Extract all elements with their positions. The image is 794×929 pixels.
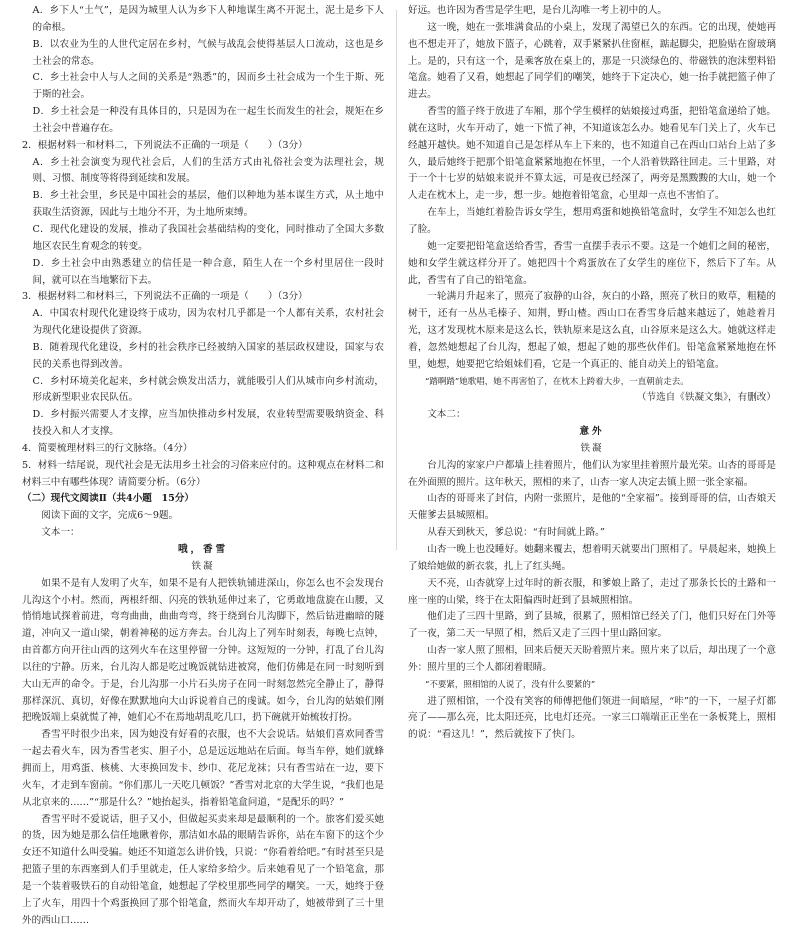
q3-option-b: B．随着现代化建设，乡村的社会秩序已经被纳入国家的基层政权建设，国家与农民的关系也得到改善。 <box>22 340 384 374</box>
paragraph: 这一晚，她在一张堆满食品的小桌上，发现了渴望已久的东西。它的出现，使她再也不想走开了，她放下篮子，心跳着，双手紧紧扒住窗框，踮起脚尖，把脸贴在窗玻璃上。是的，只有这一个，是乘客放在桌上的，那是一只淡绿色的、带磁铁的泡沫塑料铅笔盒。她看了又看，她想起了同学们的嘲笑，她终于下定决心，她一抬手就把篮子伸了进去。 <box>408 20 776 104</box>
paragraph: 一轮满月升起来了，照亮了寂静的山谷，灰白的小路，照亮了秋日的败草，粗糙的树干，还有一丛丛毛榛子、知荆，野山楂。西山口在香雪身后越来越远了，她趁着月光，这才发现枕木原来是这么长，铁轨原来是这么直，山谷原来是这么大。她就这样走着，忽然她想起了台儿沟，想起了娘，想起了她的那些伙伴们。铅笔盒紧紧地抱在怀里，她想，她要把它给姐妹们看，它是一个真正的、能自动关上的铅笔盒。 <box>408 289 776 373</box>
option-line: A．乡下人“土气”，是因为城里人认为乡下人种地谋生离不开泥土，泥土是乡下人的命根。 <box>22 3 384 37</box>
text1-author: 铁凝 <box>22 559 384 576</box>
column-divider <box>396 10 397 550</box>
paragraph: 天不亮，山杏就穿上过年时的新衣服，和爹娘上路了，走过了那条长长的土路和一座一座的山梁，终于在太阳偏西时赶到了县城照相馆。 <box>408 576 776 610</box>
question-5: 5．材料一结尾说，现代社会是无法用乡土社会的习俗来应付的。这种观点在材料二和材料三中有哪些体现？请简要分析。（6分） <box>22 458 384 492</box>
q2-option-c: C．现代化建设的发展，推动了我国社会基础结构的变化，同时推动了全国大多数地区农民生育观念的转变。 <box>22 222 384 256</box>
q3-option-c: C．乡村环境美化起来，乡村就会焕发出活力，就能吸引人们从城市向乡村流动，形成新型职业农民队伍。 <box>22 374 384 408</box>
text2-label: 文本二： <box>408 407 776 424</box>
paragraph: 进了照相馆，一个没有笑容的师傅把他们领进一间暗屋，“咔”的一下，一屋子灯都亮了——那么亮，比太阳还亮，比电灯还亮。一家三口端端正正坐在一条板凳上，照相的说：“看这儿！”，然后就按下了快门。 <box>408 694 776 745</box>
question-2-stem: 2．根据材料一和材料二，下列说法不正确的一项是（ ）（3分） <box>22 138 384 155</box>
quote-line: “不要紧，照相馆的人说了，没有什么要紧的” <box>408 677 776 694</box>
q2-option-a: A．乡土社会演变为现代社会后，人们的生活方式由礼俗社会变为法理社会，规则、习惯、制度等将得到延续和发展。 <box>22 155 384 189</box>
paragraph: 如果不是有人发明了火车，如果不是有人把铁轨铺进深山，你怎么也不会发现台儿沟这个小村。然而，两根纤细、闪亮的铁轨延伸过来了，它勇敢地盘旋在山腰，又悄悄地试探着前进，弯弯曲曲，曲曲弯弯，终于绕到台儿沟脚下，然后钻进幽暗的隧道，冲向又一道山梁，朝着神秘的远方奔去。台儿沟上了列车时刻表，每晚七点钟，由首都方向开往山西的这列火车在这里停留一分钟。这短短的一分钟，打乱了台儿沟以往的宁静。历来，台儿沟人都是吃过晚饭就钻进被窝，他们仿佛是在同一时刻听到大山无声的命令。于是，台儿沟那一小片石头房子在同一时刻忽然完全静止了，静得那样深沉、真切，好像在默默地向大山诉说着自己的虔诚。如今，台儿沟的姑娘们刚把晚饭端上桌就慌了神，她们心不在焉地胡乱吃几口，扔下碗就开始梳妆打扮。 <box>22 576 384 728</box>
paragraph: 山杏一晚上也没睡好。她翻来覆去，想着明天就要出门照相了。早晨起来，她换上了娘给她做的新衣裳，扎上了红头绳。 <box>408 542 776 576</box>
paragraph: 在车上，当她红着脸告诉女学生，想用鸡蛋和她换铅笔盒时，女学生不知怎么也红了脸。 <box>408 205 776 239</box>
text1-title: 哦，香雪 <box>22 542 384 559</box>
question-4: 4．简要梳理材料三的行文脉络。（4分） <box>22 441 384 458</box>
option-line: C．乡土社会中人与人之间的关系是“熟悉”的，因而乡土社会成为一个生于斯、死于斯的社会。 <box>22 70 384 104</box>
paragraph: 香雪平时不爱说话，胆子又小，但做起买卖来却是最顺利的一个。旅客们爱买她的货，因为她是那么信任地瞅着你，那洁如水晶的眼睛告诉你，站在车窗下的这个少女还不知道什么叫受骗。她还不知道怎么讲价钱，只说：“你看着给吧。”有时甚至只是把篮子里的东西塞到人们手里就走，任人家给多给少。后来她看见了一个铅笔盒，那是一个装着吸铁石的自动铅笔盒，她想起了学校里那些同学的嘲笑。一天，她终于登上了火车，用四十个鸡蛋换回了那个铅笔盒，然而火车却开动了，她被带到了三十里外的西山口…… <box>22 812 384 929</box>
paragraph: 她一定要把铅笔盒送给香雪，香雪一直摆手表示不要。这是一个她们之间的秘密，她和女学生就这样分开了。她把四十个鸡蛋放在了女学生的座位下，然后下了车。从此，香雪有了自己的铅笔盒。 <box>408 239 776 290</box>
quote-line: “踏啊踏”她歌唱，她不再害怕了，在枕木上跨着大步，一直朝前走去。 <box>408 374 776 391</box>
text2-author: 铁凝 <box>408 441 776 458</box>
paragraph: 从春天到秋天，爹总说：“有时间就上路。” <box>408 525 776 542</box>
text2-title: 意外 <box>408 424 776 441</box>
section-heading: （二）现代文阅读Ⅱ（共4小题 15分） <box>22 491 384 508</box>
q2-option-d: D．乡土社会中由熟悉建立的信任是一种合意，陌生人在一个乡村里居住一段时间，就可以在当地繁衍下去。 <box>22 256 384 290</box>
paragraph: 香雪平时很少出来，因为她没有好看的衣服，也不大会说话。姑娘们喜欢同香雪一起去看火车，因为香雪老实、胆子小，总是远远地站在后面。每当车停，她们就蜂拥而上，用鸡蛋、核桃、大枣换回发卡、纱巾、花尼龙袜；只有香雪站在一边，要下火车，才走到车窗前。“你们那儿一天吃几顿饭？”香雪对北京的大学生说，“我们也是从北京来的……”“那是什么？”她抬起头，指着铅笔盒问道，“是配乐的吗？” <box>22 727 384 811</box>
q3-option-d: D．乡村振兴需要人才支撑，应当加快推动乡村发展，农业转型需要吸纳资金、科技投入和人才支撑。 <box>22 407 384 441</box>
right-column <box>408 3 776 557</box>
paragraph: 他们走了三四十里路，到了县城，很累了，照相馆已经关了门，他们只好在门外等了一夜，第二天一早照了相，然后又走了三四十里山路回家。 <box>408 609 776 643</box>
question-3-stem: 3．根据材料二和材料三，下列说法不正确的一项是（ ）（3分） <box>22 289 384 306</box>
paragraph: 台儿沟的家家户户都墙上挂着照片，他们认为家里挂着照片最光荣。山杏的哥哥是在外面照的照片。这年秋天，照相的来了，山杏一家人决定去镇上照一张全家福。 <box>408 458 776 492</box>
q2-option-b: B．乡土社会里，乡民是中国社会的基层，他们以种地为基本谋生方式，从土地中获取生活资源，因此与土地分不开，为土地所束缚。 <box>22 188 384 222</box>
option-line: B．以农业为生的人世代定居在乡村，气候与战乱会使得基层人口流动，这也是乡土社会的常态。 <box>22 37 384 71</box>
paragraph: 山杏一家人照了照相，回来后便天天盼着照片来。照片来了以后，却出现了一个意外：照片里的三个人都闭着眼睛。 <box>408 643 776 677</box>
instruction: 阅读下面的文字，完成6～9题。 <box>22 508 384 525</box>
left-column <box>22 3 384 557</box>
paragraph: 好远。也许因为香雪是学生吧，是台儿沟唯一考上初中的人。 <box>408 3 776 20</box>
q3-option-a: A．中国农村现代化建设终于成功，因为农村几乎都是一个人都有关系，农村社会为现代化建设提供了资源。 <box>22 306 384 340</box>
paragraph: 山杏的哥哥来了封信，内附一张照片，是他的“全家福”。接到哥哥的信，山杏娘天天催爹去县城照相。 <box>408 491 776 525</box>
paragraph: 香雪的篮子终于放进了车厢，那个学生模样的姑娘接过鸡蛋，把铅笔盒递给了她。就在这时，火车开动了，她一下慌了神，不知道该怎么办。她看见车门关上了，火车已经越开越快。她不知道自己是怎样从车上下来的，也不知道自己在西山口站台上站了多久，最后她终于把那个铅笔盒紧紧地抱在怀里，一个人沿着铁路往回走。三十里路，对于一个十七岁的姑娘来说并不算太远，可是夜已经深了，两旁是黑黢黢的大山，她一个人走在枕木上，走一步，想一步。她抱着铅笔盒，心里却一点也不害怕了。 <box>408 104 776 205</box>
source-note: （节选自《铁凝文集》，有删改） <box>408 390 776 407</box>
option-line: D．乡土社会是一种没有具体目的，只是因为在一起生长而发生的社会，规矩在乡土社会中普遍存在。 <box>22 104 384 138</box>
text1-label: 文本一： <box>22 525 384 542</box>
